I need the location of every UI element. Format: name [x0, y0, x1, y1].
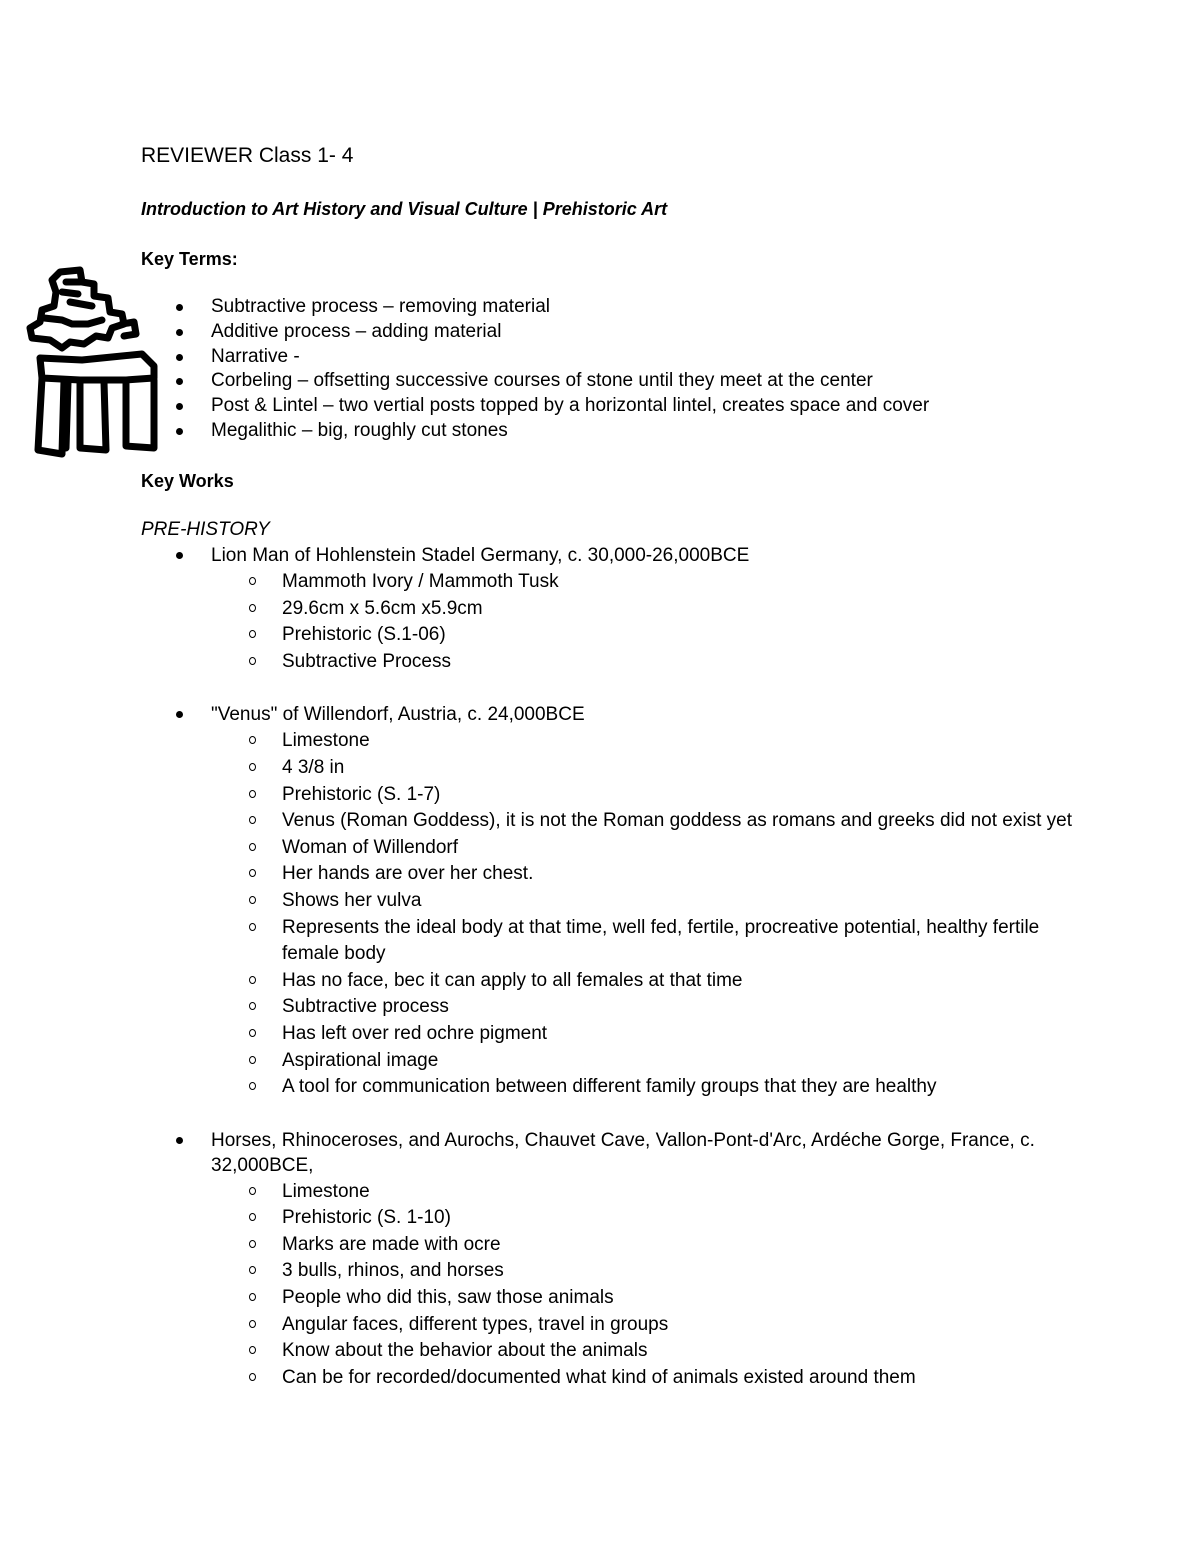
list-item: Has left over red ochre pigment [0, 1021, 1072, 1048]
circle-bullet-icon [249, 896, 256, 904]
document-title: REVIEWER Class 1- 4 [141, 144, 354, 167]
key-terms-list [0, 295, 929, 444]
section-label-prehistory: PRE-HISTORY [141, 519, 270, 540]
work-entry-chauvet-cave [0, 1128, 1200, 1392]
list-item: 3 bulls, rhinos, and horses [0, 1258, 1072, 1285]
list-item: Marks are made with ocre [0, 1232, 1072, 1259]
key-works-list [0, 543, 1200, 1418]
list-item: Represents the ideal body at that time, well fed, fertile, procreative potential, healthy fertile female body [0, 915, 1072, 968]
circle-bullet-icon [249, 1320, 256, 1328]
circle-bullet-icon [249, 1373, 256, 1381]
circle-bullet-icon [249, 1293, 256, 1301]
list-item: Additive process – adding material [0, 320, 929, 345]
list-item: Post & Lintel – two vertial posts topped by a horizontal lintel, creates space and cover [0, 394, 929, 419]
list-item: Subtractive process [0, 994, 1072, 1021]
work-details [0, 569, 1200, 675]
circle-bullet-icon [249, 790, 256, 798]
bullet-icon [176, 378, 183, 385]
list-item: A tool for communication between different family groups that they are healthy [0, 1074, 1072, 1101]
list-item: 4 3/8 in [0, 755, 1072, 782]
circle-bullet-icon [249, 604, 256, 612]
list-item: 29.6cm x 5.6cm x5.9cm [0, 596, 1072, 623]
circle-bullet-icon [249, 1029, 256, 1037]
document-subtitle: Introduction to Art History and Visual Culture | Prehistoric Art [141, 199, 668, 219]
list-item: Prehistoric (S. 1-10) [0, 1205, 1072, 1232]
circle-bullet-icon [249, 843, 256, 851]
bullet-icon [176, 1137, 183, 1144]
circle-bullet-icon [249, 869, 256, 877]
circle-bullet-icon [249, 736, 256, 744]
circle-bullet-icon [249, 657, 256, 665]
list-item: Narrative - [0, 345, 929, 370]
list-item: Can be for recorded/documented what kind of animals existed around them [0, 1365, 1072, 1392]
circle-bullet-icon [249, 1240, 256, 1248]
list-item: Limestone [0, 1179, 1072, 1206]
list-item: Angular faces, different types, travel in groups [0, 1312, 1072, 1339]
list-item: Mammoth Ivory / Mammoth Tusk [0, 569, 1072, 596]
list-item: Prehistoric (S. 1-7) [0, 782, 1072, 809]
bullet-icon [176, 354, 183, 361]
bullet-icon [176, 403, 183, 410]
work-details [0, 728, 1200, 1100]
circle-bullet-icon [249, 976, 256, 984]
list-item: Corbeling – offsetting successive courses of stone until they meet at the center [0, 369, 929, 394]
circle-bullet-icon [249, 923, 256, 931]
bullet-icon [176, 304, 183, 311]
list-item: People who did this, saw those animals [0, 1285, 1072, 1312]
work-entry-venus-of-willendorf [0, 702, 1200, 1100]
work-title: Horses, Rhinoceroses, and Aurochs, Chauvet Cave, Vallon-Pont-d'Arc, Ardéche Gorge, France, c. 32,000BCE, [0, 1128, 1061, 1178]
bullet-icon [176, 552, 183, 559]
circle-bullet-icon [249, 816, 256, 824]
circle-bullet-icon [249, 1213, 256, 1221]
work-entry-lion-man [0, 543, 1200, 675]
list-item: Her hands are over her chest. [0, 861, 1072, 888]
bullet-icon [176, 329, 183, 336]
list-item: Megalithic – big, roughly cut stones [0, 419, 929, 444]
work-title: "Venus" of Willendorf, Austria, c. 24,000BCE [0, 702, 1061, 727]
key-terms-heading: Key Terms: [141, 249, 238, 269]
circle-bullet-icon [249, 630, 256, 638]
list-item: Aspirational image [0, 1048, 1072, 1075]
circle-bullet-icon [249, 1346, 256, 1354]
list-item: Subtractive process – removing material [0, 295, 929, 320]
circle-bullet-icon [249, 1187, 256, 1195]
key-works-heading: Key Works [141, 471, 234, 491]
circle-bullet-icon [249, 1002, 256, 1010]
work-title: Lion Man of Hohlenstein Stadel Germany, c. 30,000-26,000BCE [0, 543, 1061, 568]
circle-bullet-icon [249, 577, 256, 585]
list-item: Shows her vulva [0, 888, 1072, 915]
list-item: Limestone [0, 728, 1072, 755]
circle-bullet-icon [249, 1056, 256, 1064]
circle-bullet-icon [249, 763, 256, 771]
list-item: Has no face, bec it can apply to all females at that time [0, 968, 1072, 995]
list-item: Venus (Roman Goddess), it is not the Roman goddess as romans and greeks did not exist yet [0, 808, 1072, 835]
bullet-icon [176, 711, 183, 718]
circle-bullet-icon [249, 1082, 256, 1090]
list-item: Know about the behavior about the animals [0, 1338, 1072, 1365]
bullet-icon [176, 428, 183, 435]
circle-bullet-icon [249, 1266, 256, 1274]
list-item: Woman of Willendorf [0, 835, 1072, 862]
list-item: Subtractive Process [0, 649, 1072, 676]
work-details [0, 1179, 1200, 1392]
list-item: Prehistoric (S.1-06) [0, 622, 1072, 649]
